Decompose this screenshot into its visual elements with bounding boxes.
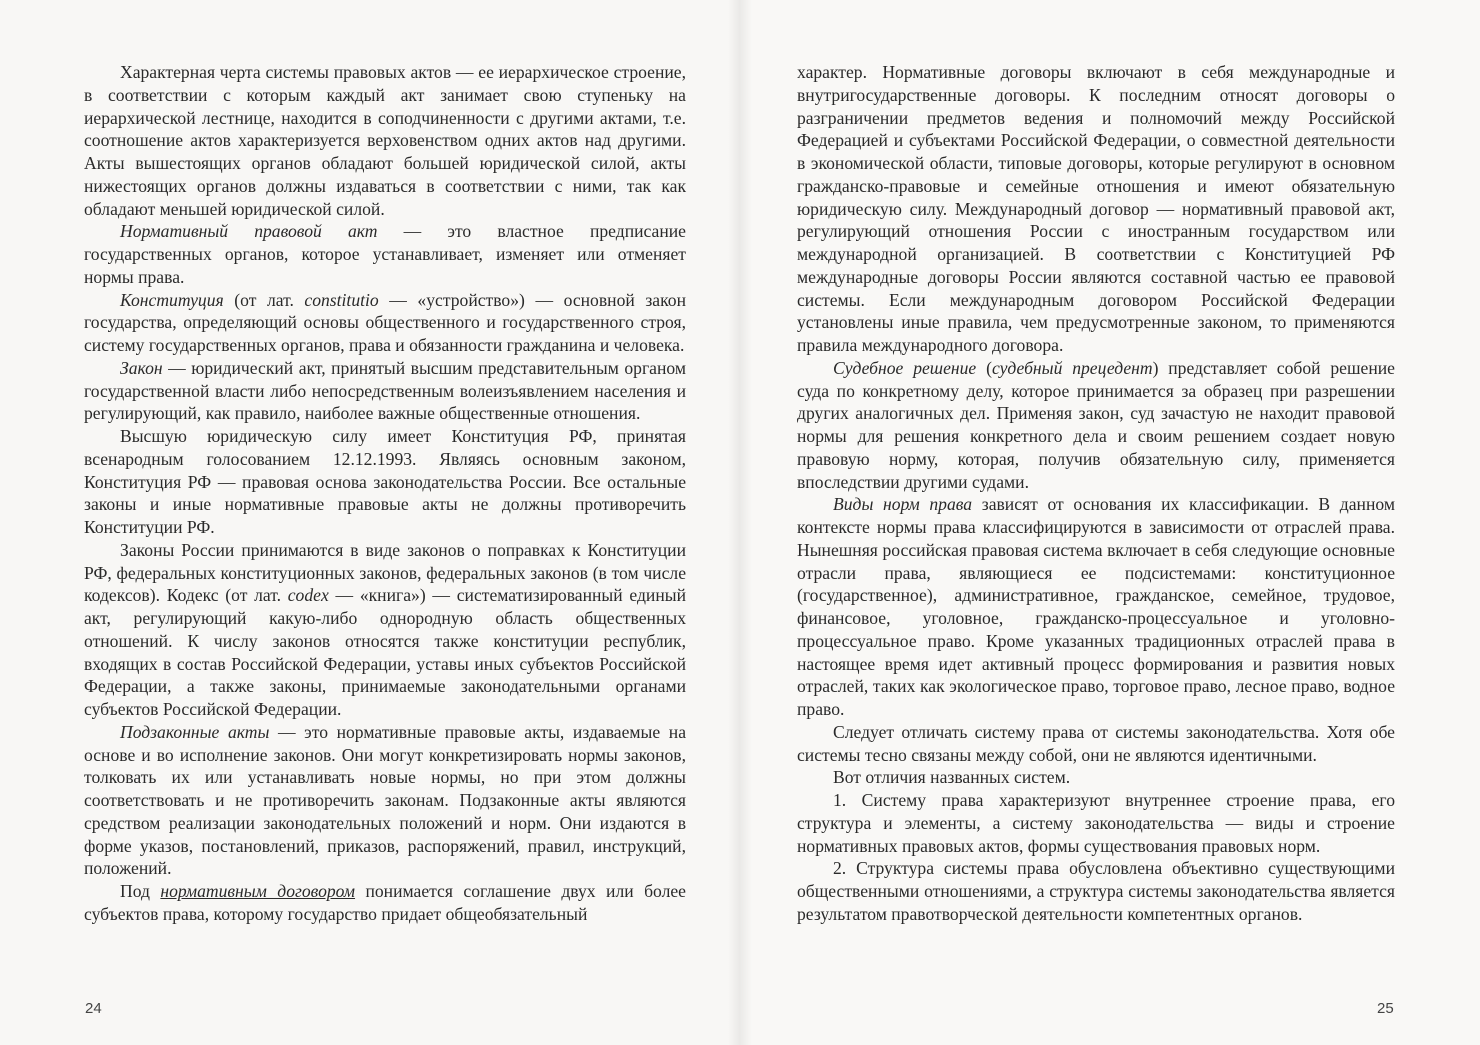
text-run: — это нормативные правовые акты, издаваемые на основе и во исполнение законов. Они могут конкретизировать нормы законов, толковать их или устанавливать новые нормы, но при этом должны соответствовать и не противоречить законам. Подзаконные акты являются средством реализации законодательных положений и норм. Они издаются в форме указов, постановлений, приказов, распоряжений, правил, инструкций, положений. <box>84 721 687 879</box>
italic-term: судебный прецедент <box>991 357 1153 378</box>
paragraph <box>84 425 686 539</box>
text-run: — «книга») — систематизированный единый акт, регулирующий какую-либо однородную область общественных отношений. К числу законов относятся также конституции республик, входящих в состав Российской Федерации, уставы иных субъектов Российской Федерации, а также законы, принимаемые законодательными органами субъектов Российской Федерации. <box>84 585 686 719</box>
paragraph <box>84 721 686 880</box>
text-run: Следует отличать систему права от системы законодательства. Хотя обе системы тесно связаны между собой, они не являются идентичными. <box>797 721 1395 765</box>
italic-term: constitutio <box>304 289 379 310</box>
paragraph <box>797 493 1395 721</box>
text-run: Высшую юридическую силу имеет Конституция РФ, принятая всенародным голосованием 12.12.1993. Являясь основным законом, Конституция РФ — правовая основа законодательства России. Все остальные законы и иные нормативные правовые акты не должны противоречить Конституции РФ. <box>84 426 686 537</box>
book-gutter <box>728 0 752 1045</box>
text-run: Вот отличия названных систем. <box>833 767 1071 788</box>
paragraph <box>84 61 686 220</box>
text-run: 1. Систему права характеризуют внутреннее строение права, его структура и элементы, а систему законодательства — виды и строение нормативных правовых актов, формы существования правовых норм. <box>797 790 1395 856</box>
text-run: зависят от основания их классификации. В данном контексте нормы права классифицируются в зависимости от отраслей права. Нынешняя российская правовая система включает в себя следующие основные отрасли права, являющиеся ее подсистемами: конституционное (государственное), административное, гражданское, семейное, трудовое, финансовое, уголовное, гражданско-процессуальное и уголовно-процессуальное право. Кроме указанных традиционных отраслей права в настоящее время идет активный процесс формирования и развития новых отраслей, таких как экологическое право, торговое право, лесное право, водное право. <box>797 494 1395 719</box>
italic-term: Нормативный правовой акт <box>120 221 378 242</box>
paragraph <box>84 880 686 926</box>
italic-term: codex <box>287 585 329 606</box>
text-run: 2. Структура системы права обусловлена объективно существующими общественными отношениями, а структура системы законодательства является результатом правотворческой деятельности компетентных органов. <box>797 858 1395 924</box>
text-run: ) представляет собой решение суда по конкретному делу, которое принимается за образец при разрешении других аналогичных дел. Применяя закон, суд зачастую не находит правовой нормы для решения конкретного дела и своим решением создает новую правовую норму, которая, получив обязательную силу, применяется впоследствии другими судами. <box>797 357 1395 492</box>
text-run: характер. Нормативные договоры включают в себя международные и внутригосударственные договоры. К последним относят договоры о разграничении предметов ведения и полномочий между Российской Федерацией и субъектами Российской Федерации, о совместной деятельности в экономической области, типовые договоры, которые регулируют в основном гражданско-правовые и семейные отношения и имеют обязательную юридическую силу. Международный договор — нормативный правовой акт, регулирующий отношения России с иностранным государством или международной организацией. В соответствии с Конституцией РФ международные договоры России являются составной частью ее правовой системы. Если международным договором Российской Федерации установлены иные правила, чем предусмотренные законом, то применяются правила международного договора. <box>797 62 1395 355</box>
text-run: понимается соглашение двух или более субъектов права, которому государство придает общеобязательный <box>84 881 686 924</box>
text-run: — юридический акт, принятый высшим представительным органом государственной власти либо непосредственным волеизъявлением населения и регулирующий, как правило, наиболее важные общественные отношения. <box>84 357 686 424</box>
page-number-right: 25 <box>1377 1000 1394 1017</box>
italic-term: Подзаконные акты <box>120 721 270 742</box>
paragraph <box>797 721 1395 767</box>
text-run: Под <box>120 881 161 901</box>
left-page-text <box>84 61 686 926</box>
paragraph <box>84 357 686 425</box>
right-page <box>740 0 1480 1045</box>
text-run: Законы России принимаются в виде законов о поправках к Конституции РФ, федеральных конституционных законов, федеральных законов (в том числе кодексов). Кодекс (от лат. <box>84 539 686 606</box>
paragraph <box>797 61 1395 357</box>
right-page-text <box>797 61 1395 926</box>
text-run: — «устройство») — основной закон государства, определяющий основы общественного и государственного строя, систему государственных органов, права и обязанности гражданина и человека. <box>84 289 686 355</box>
italic-term: нормативным договором <box>160 881 356 901</box>
page-number-left: 24 <box>85 1000 102 1017</box>
text-run: (от лат. <box>223 289 305 310</box>
paragraph <box>84 289 686 357</box>
text-run: ( <box>976 357 992 378</box>
text-run: — это властное предписание государственных органов, которое устанавливает, изменяет или отменяет нормы права. <box>84 221 686 287</box>
paragraph <box>797 789 1395 857</box>
italic-term: Закон <box>120 357 163 378</box>
paragraph <box>84 220 686 288</box>
paragraph <box>797 357 1395 494</box>
paragraph <box>797 857 1395 925</box>
text-run: Характерная черта системы правовых актов — ее иерархическое строение, в соответствии с которым каждый акт занимает свою ступеньку на иерархической лестнице, находится в соподчиненности с другими актами, т.е. соотношение актов характеризуется верховенством одних актов над другими. Акты вышестоящих органов обладают большей юридической силой, акты нижестоящих органов должны издаваться в соответствии с ними, так как обладают меньшей юридической силой. <box>84 62 686 219</box>
paragraph <box>797 766 1395 789</box>
italic-term: Конституция <box>120 289 224 310</box>
paragraph <box>84 539 686 721</box>
italic-term: Виды норм права <box>833 494 973 515</box>
italic-term: Судебное решение <box>833 357 977 378</box>
